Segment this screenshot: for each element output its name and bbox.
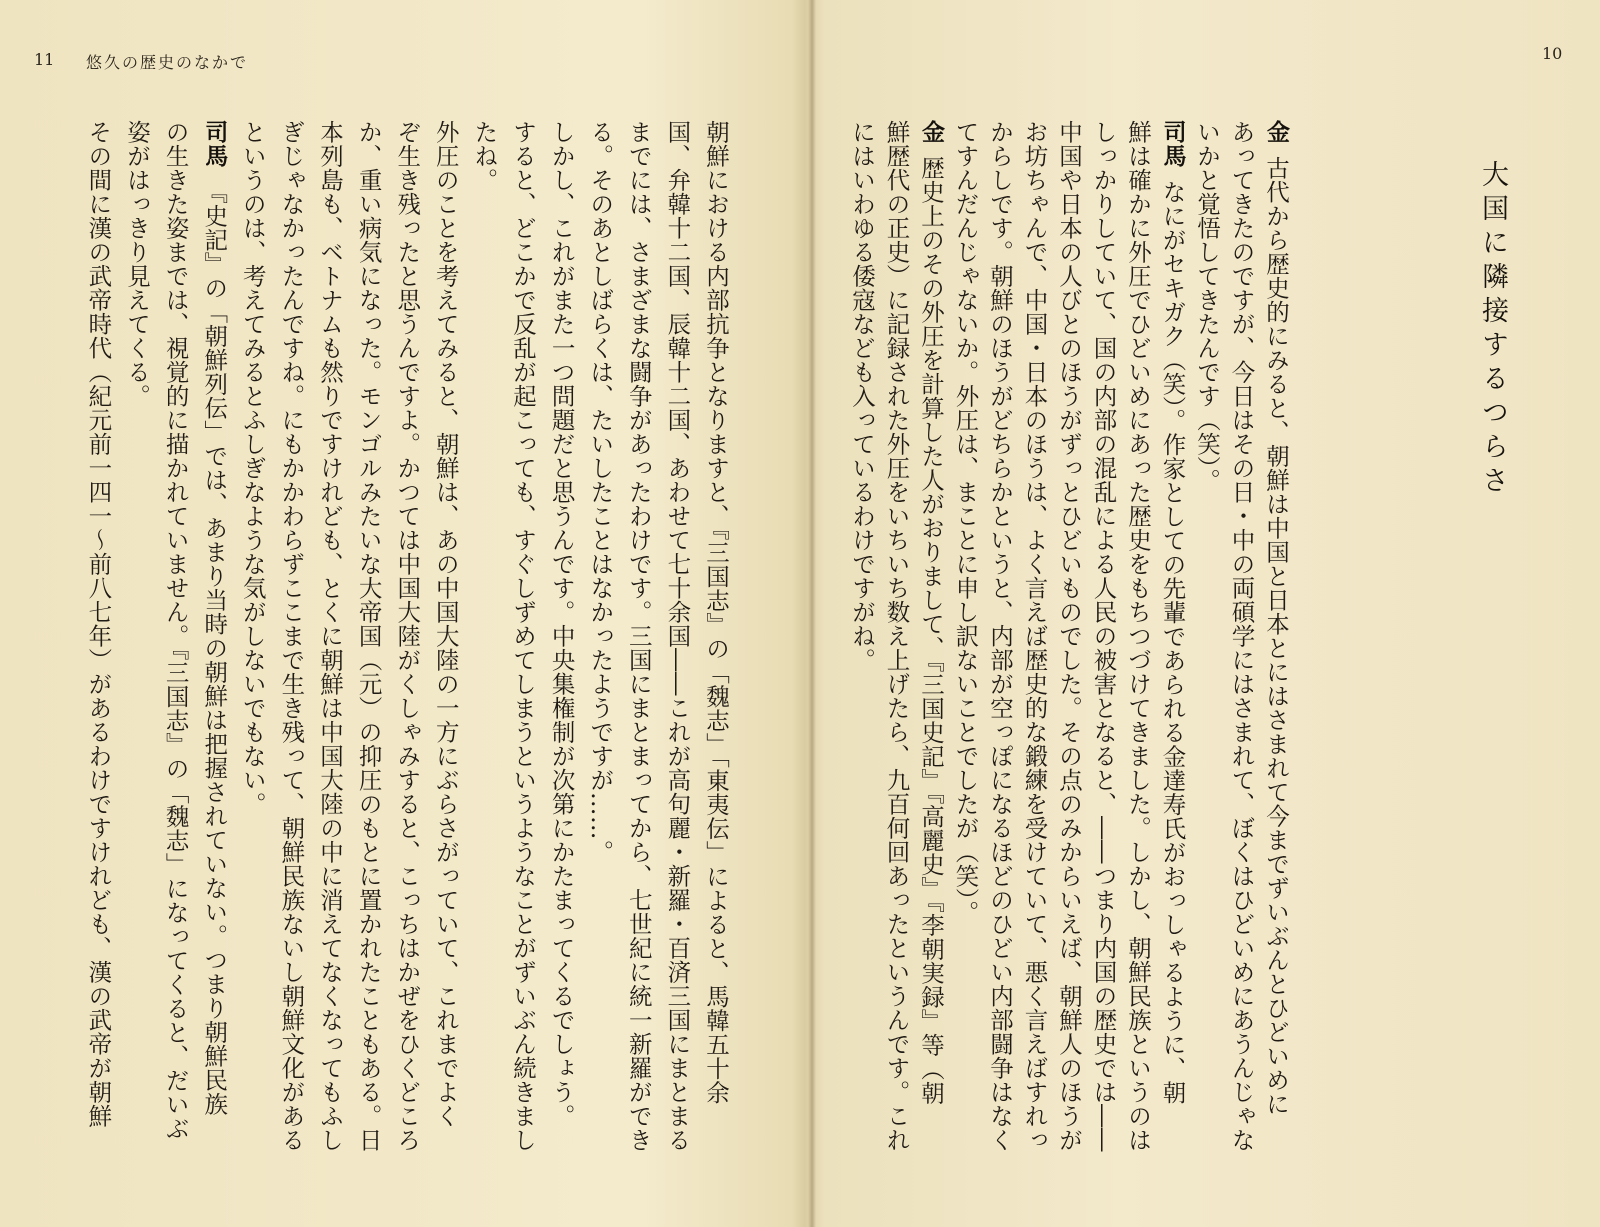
text-column: [1224, 120, 1260, 1152]
column-text: たね。: [470, 120, 499, 192]
speaker-label: 金: [1263, 120, 1289, 144]
text-column: [1051, 120, 1087, 1152]
text-column: [698, 120, 734, 1105]
text-column: [948, 120, 984, 924]
section-title: 大国に隣接するつらさ: [1477, 160, 1508, 500]
text-column: [1258, 120, 1294, 1116]
column-text: すると、どこかで反乱が起こっても、すぐしずめてしまうというようなことがずいぶん続きまし: [509, 120, 537, 1152]
text-column: [1155, 120, 1191, 1104]
column-text: 本列島も、ベトナムも然りですけれども、とくに朝鮮は中国大陸の中に消えてなくなってもふし: [316, 120, 344, 1152]
column-text: その間に漢の武帝時代（紀元前一四一～前八七年）があるわけですけれども、漢の武帝が朝鮮: [84, 120, 113, 1128]
column-text: てすんだんじゃないか。外圧は、まことに申し訳ないことでしたが（笑）。: [951, 120, 980, 925]
text-column: [428, 120, 464, 1128]
text-column: [466, 120, 502, 192]
text-column: [119, 120, 155, 408]
text-column: [505, 120, 541, 1152]
column-text: というのは、考えてみるとふしぎなような気がしないでもない。: [238, 120, 267, 816]
text-column: [312, 120, 348, 1152]
column-text: いかと覚悟してきたんです（笑）。: [1193, 120, 1221, 493]
column-text: る。そのあとしばらくは、たいしたことはなかったようですが……。: [586, 120, 615, 864]
column-text: お坊ちゃんで、中国・日本のほうは、よく言えば歴史的な鍛練を受けていて、悪く言えばすれっ: [1020, 120, 1049, 1152]
text-column: [982, 120, 1018, 1152]
column-text: しかし、これがまた一つ問題だと思うんです。中央集権制が次第にかたまってくるでしょう。: [547, 120, 576, 1128]
column-text: 『史記』の「朝鮮列伝」では、あまり当時の朝鮮は把握されていない。つまり朝鮮民族: [200, 180, 229, 1116]
text-column: [1017, 120, 1053, 1152]
column-text: 鮮歴代の正史）に記録された外圧をいちいち数え上げたら、九百何回あったというんです。これ: [882, 120, 911, 1152]
page-number-right: 10: [1542, 44, 1563, 63]
column-text: 歴史上のその外圧を計算した人がおりまして、『三国史記』『高麗史』『李朝実録』等（朝: [917, 156, 945, 1105]
column-text: までには、さまざまな闘争があったわけです。三国にまとまってから、七世紀に統一新羅ができ: [624, 120, 653, 1152]
speaker-label: 金: [918, 120, 944, 144]
column-text: しっかりしていて、国の内部の混乱による人民の被害となると、――つまり内国の歴史では――: [1089, 120, 1118, 1152]
text-column: [844, 120, 880, 672]
text-column: [1120, 120, 1156, 1152]
column-text: ぞ生き残ったと思うんですよ。かつては中国大陸がくしゃみすると、こっちはかぜをひくどころ: [393, 120, 422, 1152]
text-column: [196, 120, 232, 1116]
text-column: [80, 120, 116, 1128]
column-text: か、重い病気になった。モンゴルみたいな大帝国（元）の抑圧のもとに置かれたこともある。日: [354, 120, 383, 1152]
text-column: [389, 120, 425, 1152]
text-column: [582, 120, 618, 864]
book-gutter: [808, 0, 816, 1227]
column-text: 外圧のことを考えてみると、朝鮮は、あの中国大陸の一方にぶらさがっていて、これまでよく: [431, 120, 460, 1128]
text-column: [273, 120, 309, 1152]
text-column: [544, 120, 580, 1128]
column-text: からしです。朝鮮のほうがどちらかというと、内部が空っぽになるほどのひどい内部闘争はなく: [986, 120, 1014, 1152]
text-column: [1086, 120, 1122, 1152]
speaker-label: 司馬: [201, 120, 228, 168]
text-column: [621, 120, 657, 1152]
column-text: 中国や日本の人びとのほうがずっとひどいものでした。その点のみからいえば、朝鮮人のほうが: [1055, 120, 1083, 1152]
text-column: [351, 120, 387, 1152]
column-text: ぎじゃなかったんですね。にもかかわらずここまで生き残って、朝鮮民族ないし朝鮮文化がある: [277, 120, 306, 1152]
column-text: 国、弁韓十二国、辰韓十二国、あわせて七十余国――これが高句麗・新羅・百済三国にまとまる: [663, 120, 692, 1152]
text-column: [879, 120, 915, 1152]
text-column: [158, 120, 194, 1140]
text-column: [659, 120, 695, 1152]
speaker-label: 司馬: [1159, 120, 1186, 168]
column-text: 鮮は確かに外圧でひどいめにあった歴史をもちつづけてきました。しかし、朝鮮民族というのは: [1124, 120, 1152, 1152]
column-text: 古代から歴史的にみると、朝鮮は中国と日本とにはさまれて今までずいぶんとひどいめに: [1262, 156, 1290, 1116]
column-text: の生きた姿までは、視覚的に描かれていません。『三国志』の「魏志」になってくると、だいぶ: [161, 120, 190, 1141]
text-column: [1189, 120, 1225, 492]
page-number-left: 11: [34, 50, 55, 69]
column-text: あってきたのですが、今日はその日・中の両碩学にはさまれて、ぼくはひどいめにあうんじゃな: [1227, 120, 1256, 1152]
running-head: 悠久の歴史のなかで: [86, 53, 249, 72]
text-column: [913, 120, 949, 1105]
right-page: [816, 0, 1600, 1227]
column-text: 朝鮮における内部抗争となりますと、『三国志』の「魏志」「東夷伝」によると、馬韓五十余: [702, 120, 730, 1105]
text-column: [235, 120, 271, 816]
column-text: にはいわゆる倭寇なども入っているわけですがね。: [848, 120, 876, 672]
column-text: 姿がはっきり見えてくる。: [123, 120, 151, 408]
column-text: なにがセキガク（笑）。作家としての先輩であられる金達寿氏がおっしゃるように、朝: [1158, 180, 1187, 1105]
